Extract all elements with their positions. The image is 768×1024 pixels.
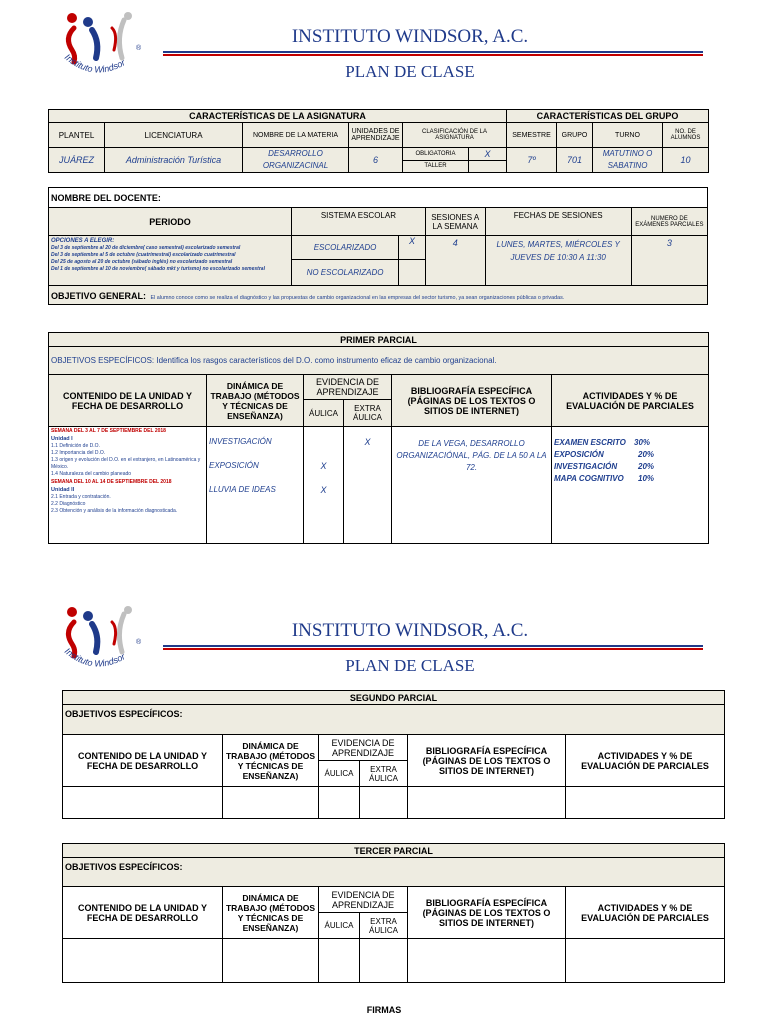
opcion-1: Del 3 de septiembre al 20 de diciembre( caso semestral) escolarizado semestral <box>51 245 241 251</box>
taller-label: TALLER <box>403 160 469 173</box>
tercer-contenido-header: CONTENIDO DE LA UNIDAD Y FECHA DE DESARROLLO <box>63 887 223 939</box>
actividad-3 <box>554 461 706 473</box>
tercer-parcial-title: TERCER PARCIAL <box>63 844 725 858</box>
windsor-logo <box>58 10 148 80</box>
actividad-4 <box>554 473 706 485</box>
escolarizado-mark: X <box>399 236 426 260</box>
no-escolarizado-mark <box>399 260 426 286</box>
primer-parcial-table <box>48 332 709 544</box>
fechas-header: FECHAS DE SESIONES <box>485 208 631 236</box>
institute-title-2: INSTITUTO WINDSOR, A.C. <box>291 620 529 641</box>
turno-header: TURNO <box>593 123 663 148</box>
plan-title: PLAN DE CLASE <box>345 62 475 81</box>
asignatura-header: CARACTERÍSTICAS DE LA ASIGNATURA <box>49 110 507 123</box>
dinamica-2: EXPOSICIÓN <box>209 461 259 470</box>
plantel-header: PLANTEL <box>49 123 105 148</box>
primer-objetivos-label: OBJETIVOS ESPECÍFICOS: <box>51 356 155 365</box>
primer-objetivos-row <box>49 347 709 375</box>
firmas-label: FIRMAS <box>366 1005 402 1015</box>
segundo-extra-aulica-header: EXTRA ÁULICA <box>360 761 408 787</box>
periodo-header: PERIODO <box>49 208 292 236</box>
asignatura-table <box>48 109 709 173</box>
alumnos-header: NO. DE ALUMNOS <box>663 123 709 148</box>
sistema-header: SISTEMA ESCOLAR <box>292 208 426 236</box>
opcion-3: Del 25 de agosto al 20 de octubre (sábado inglés) no escolarizado semestral <box>51 259 233 265</box>
licenciatura-value: Administración Turística <box>105 148 243 173</box>
escolarizado-label: ESCOLARIZADO <box>292 236 399 260</box>
primer-parcial-title: PRIMER PARCIAL <box>49 333 709 347</box>
actividad-2 <box>554 449 706 461</box>
segundo-parcial-title: SEGUNDO PARCIAL <box>63 691 725 705</box>
tercer-contenido-cell <box>63 939 223 983</box>
segundo-aulica-cell <box>319 787 360 819</box>
segundo-actividades-cell <box>566 787 725 819</box>
segundo-dinamica-cell <box>223 787 319 819</box>
segundo-bibliografia-header: BIBLIOGRAFÍA ESPECÍFICA (PÁGINAS DE LOS TEXTOS O SITIOS DE INTERNET) <box>408 735 566 787</box>
primer-actividades-cell <box>552 427 709 544</box>
primer-contenido-header: CONTENIDO DE LA UNIDAD Y FECHA DE DESARROLLO <box>49 375 207 427</box>
tercer-objetivos-label: OBJETIVOS ESPECÍFICOS: <box>63 858 725 887</box>
primer-aulica-cell <box>304 427 344 544</box>
primer-bibliografia-value: DE LA VEGA, DESARROLLO ORGANIZACIÓNAL, PÁG. DE LA 50 A LA 72. <box>392 427 552 544</box>
primer-evidencia-header: EVIDENCIA DE APRENDIZAJE <box>304 375 392 400</box>
actividad-1 <box>554 437 706 449</box>
obligatoria-label: OBLIGATORIA <box>403 148 469 161</box>
objetivo-general-text: El alumno conoce como se realiza el diagnóstico y las propuestas de cambio organizacional en las empresas del sector turismo, ya sean organizaciones públicas o privadas. <box>150 295 565 301</box>
tercer-extra-cell <box>360 939 408 983</box>
tercer-dinamica-header: DINÁMICA DE TRABAJO (MÉTODOS Y TÉCNICAS DE ENSEÑANZA) <box>223 887 319 939</box>
opciones-title: OPCIONES A ELEGIR: <box>51 238 115 244</box>
examenes-header: NUMERO DE EXÁMENES PARCIALES <box>631 208 707 236</box>
tema-1-3: 1.3 origen y evolución del D.O. en el extranjero, en Latinoamérica y México. <box>51 457 201 470</box>
licenciatura-header: LICENCIATURA <box>105 123 243 148</box>
unidad-2: Unidad II <box>51 487 75 493</box>
grupo-header: CARACTERÍSTICAS DEL GRUPO <box>507 110 709 123</box>
logo-text: Instituto Windsor <box>62 51 127 75</box>
tercer-evidencia-header: EVIDENCIA DE APRENDIZAJE <box>319 887 408 913</box>
primer-dinamica-header: DINÁMICA DE TRABAJO (MÉTODOS Y TÉCNICAS DE ENSEÑANZA) <box>207 375 304 427</box>
grupo-value: 701 <box>557 148 593 173</box>
header-rule <box>163 51 703 56</box>
no-escolarizado-label: NO ESCOLARIZADO <box>292 260 399 286</box>
primer-bibliografia-header: BIBLIOGRAFÍA ESPECÍFICA (PÁGINAS DE LOS TEXTOS O SITIOS DE INTERNET) <box>392 375 552 427</box>
semestre-header: SEMESTRE <box>507 123 557 148</box>
tema-2-1: 2.1 Entrada y contratación. <box>51 494 111 500</box>
actividad-4-pct: 10% <box>638 474 655 483</box>
segundo-dinamica-header: DINÁMICA DE TRABAJO (MÉTODOS Y TÉCNICAS DE ENSEÑANZA) <box>223 735 319 787</box>
examenes-value: 3 <box>631 236 707 286</box>
objetivo-general-label: OBJETIVO GENERAL: <box>51 291 147 301</box>
plantel-value: JUÁREZ <box>49 148 105 173</box>
clasificacion-header: CLASIFICACIÓN DE LA ASIGNATURA <box>403 123 507 148</box>
registered-mark: ® <box>136 45 142 52</box>
semana-1: SEMANA DEL 3 AL 7 DE SEPTIEMBRE DEL 2018 <box>51 428 166 434</box>
semestre-value: 7º <box>507 148 557 173</box>
dinamica-3: LLUVIA DE IDEAS <box>209 485 276 494</box>
tema-1-2: 1.2 Importancia del D.O. <box>51 450 106 456</box>
fechas-value: LUNES, MARTES, MIÉRCOLES Y JUEVES DE 10:30 A 11:30 <box>485 236 631 286</box>
segundo-objetivos-label: OBJETIVOS ESPECÍFICOS: <box>63 705 725 735</box>
objetivo-general-row <box>49 286 708 305</box>
alumnos-value: 10 <box>663 148 709 173</box>
unidad-1: Unidad I <box>51 436 73 442</box>
sesiones-header: SESIONES A LA SEMANA <box>425 208 485 236</box>
tercer-actividades-header: ACTIVIDADES Y % DE EVALUACIÓN DE PARCIALES <box>566 887 725 939</box>
docente-table <box>48 187 708 305</box>
opcion-4: Del 1 de septiembre al 10 de noviembre( sábado mkt y turismo) no escolarizado semestral <box>51 266 265 272</box>
tema-2-2: 2.2 Diagnóstico <box>51 501 86 507</box>
segundo-evidencia-header: EVIDENCIA DE APRENDIZAJE <box>319 735 408 761</box>
segundo-parcial-table <box>62 690 725 819</box>
actividad-3-pct: 20% <box>638 462 655 471</box>
primer-contenido-cell <box>49 427 207 544</box>
unidades-value: 6 <box>349 148 403 173</box>
tercer-bibliografia-cell <box>408 939 566 983</box>
actividad-3-name: INVESTIGACIÓN <box>554 462 618 471</box>
windsor-logo-2 <box>58 604 148 674</box>
tercer-aulica-header: ÁULICA <box>319 913 360 939</box>
unidades-header: UNIDADES DE APRENDIZAJE <box>349 123 403 148</box>
tercer-aulica-cell <box>319 939 360 983</box>
tema-1-1: 1.1 Definición de D.O. <box>51 443 100 449</box>
sesiones-value: 4 <box>425 236 485 286</box>
extra-mark: X <box>364 437 371 447</box>
primer-extra-cell <box>344 427 392 544</box>
segundo-extra-cell <box>360 787 408 819</box>
tercer-dinamica-cell <box>223 939 319 983</box>
tercer-bibliografia-header: BIBLIOGRAFÍA ESPECÍFICA (PÁGINAS DE LOS TEXTOS O SITIOS DE INTERNET) <box>408 887 566 939</box>
logo-text-2: Instituto Windsor <box>62 645 127 669</box>
aulica-mark-2: X <box>320 485 327 495</box>
actividad-2-name: EXPOSICIÓN <box>554 450 604 459</box>
actividad-2-pct: 20% <box>638 450 655 459</box>
turno-value: MATUTINO O SABATINO <box>593 148 663 173</box>
opciones-cell <box>49 236 292 286</box>
materia-header: NOMBRE DE LA MATERIA <box>243 123 349 148</box>
grupo-col-header: GRUPO <box>557 123 593 148</box>
primer-aulica-header: ÁULICA <box>304 400 344 427</box>
primer-objetivos-text: Identifica los rasgos característicos del D.O. como instrumento eficaz de cambio organizacional. <box>156 356 497 365</box>
tercer-extra-aulica-header: EXTRA ÁULICA <box>360 913 408 939</box>
materia-value: DESARROLLO ORGANIZACINAL <box>243 148 349 173</box>
header-rule-2 <box>163 645 703 650</box>
semana-2: SEMANA DEL 10 AL 14 DE SEPTIEMBRE DEL 2018 <box>51 479 172 485</box>
tema-1-4: 1.4 Naturaleza del cambio planeado <box>51 471 132 477</box>
aulica-mark-1: X <box>320 461 327 471</box>
primer-actividades-header: ACTIVIDADES Y % DE EVALUACIÓN DE PARCIALES <box>552 375 709 427</box>
segundo-contenido-cell <box>63 787 223 819</box>
obligatoria-mark: X <box>469 148 507 161</box>
registered-mark-2: ® <box>136 639 142 646</box>
actividad-4-name: MAPA COGNITIVO <box>554 474 624 483</box>
primer-dinamica-cell <box>207 427 304 544</box>
segundo-aulica-header: ÁULICA <box>319 761 360 787</box>
segundo-actividades-header: ACTIVIDADES Y % DE EVALUACIÓN DE PARCIALES <box>566 735 725 787</box>
dinamica-1: INVESTIGACIÓN <box>209 437 272 446</box>
primer-extra-aulica-header: EXTRA ÁULICA <box>344 400 392 427</box>
docente-name-label: NOMBRE DEL DOCENTE: <box>49 188 708 208</box>
opcion-2: Del 3 de septiembre al 5 de octubre (cuatrimestral) escolarizado cuatrimestral <box>51 252 236 258</box>
actividad-1-pct: 30% <box>634 438 651 447</box>
tercer-actividades-cell <box>566 939 725 983</box>
tercer-parcial-table <box>62 843 725 983</box>
institute-title: INSTITUTO WINDSOR, A.C. <box>291 26 529 47</box>
tema-2-3: 2.3 Obtención y análisis de la información diagnosticada. <box>51 508 178 514</box>
plan-title-2: PLAN DE CLASE <box>345 656 475 675</box>
taller-mark <box>469 160 507 173</box>
segundo-bibliografia-cell <box>408 787 566 819</box>
actividad-1-name: EXAMEN ESCRITO <box>554 438 626 447</box>
segundo-contenido-header: CONTENIDO DE LA UNIDAD Y FECHA DE DESARROLLO <box>63 735 223 787</box>
